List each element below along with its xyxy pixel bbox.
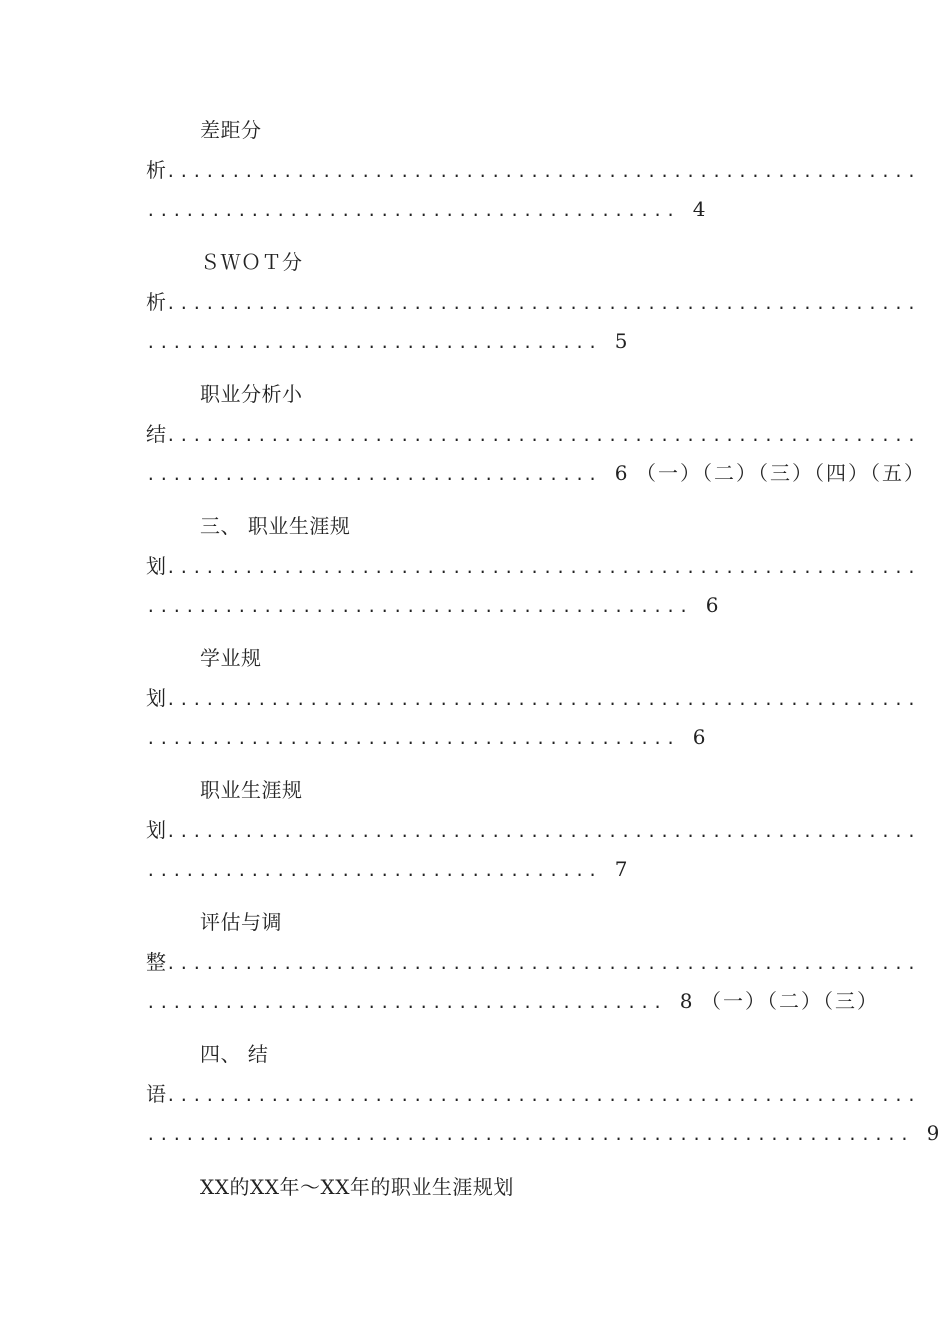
toc-entry-page-line	[146, 328, 628, 356]
toc-entry-heading	[200, 645, 262, 671]
toc-entry-title: ＳＷＯＴ分	[200, 250, 303, 274]
toc-entry-leader-line	[146, 685, 920, 713]
toc-entry-heading	[200, 909, 282, 935]
dot-leader: ..........................................................	[166, 1086, 920, 1105]
toc-entry-heading	[200, 1041, 268, 1067]
toc-entry-page-line	[146, 1120, 940, 1148]
toc-entry-title: 学业规	[200, 646, 262, 670]
toc-entry-title-end: 划	[146, 818, 166, 842]
dot-leader: ..........................................................	[166, 690, 920, 709]
toc-entry-page-line	[146, 856, 628, 884]
dot-leader: ...................................	[146, 465, 601, 484]
toc-page-number: 6	[614, 461, 628, 485]
toc-entry-page-line	[146, 196, 706, 224]
toc-entry-title-end: 结	[146, 422, 166, 446]
dot-leader: ...................................	[146, 333, 601, 352]
toc-entry-title: 职业分析小	[200, 382, 303, 406]
toc-entry-page-line	[146, 724, 706, 752]
toc-entry-page-line	[146, 592, 719, 620]
dot-leader: ..........................................................	[166, 558, 920, 577]
subheading-markers: （一）（二）（三）（四）（五）	[635, 461, 926, 485]
toc-entry-title: 三、 职业生涯规	[200, 514, 351, 538]
dot-leader: ..........................................................	[166, 294, 920, 313]
toc-page-number: 7	[614, 857, 628, 881]
dot-leader: ..........................................	[146, 597, 692, 616]
toc-entry-leader-line	[146, 817, 920, 845]
toc-entry-title-end: 析	[146, 290, 166, 314]
dot-leader: ..........................................................	[166, 426, 920, 445]
toc-entry-title-end: 语	[146, 1082, 166, 1106]
toc-page-number: 5	[614, 329, 628, 353]
toc-entry-title-end: 析	[146, 158, 166, 182]
document-title-text: XX的XX年～XX年的职业生涯规划	[200, 1175, 514, 1199]
dot-leader: ...................................	[146, 861, 601, 880]
subheading-markers: （一）（二）（三）	[700, 989, 879, 1013]
toc-entry-title: 职业生涯规	[200, 778, 303, 802]
toc-entry-page-line	[146, 460, 926, 488]
toc-entry-leader-line	[146, 949, 920, 977]
dot-leader: .........................................	[146, 201, 679, 220]
toc-entry-heading	[200, 249, 303, 275]
toc-entry-page-line	[146, 988, 879, 1016]
toc-entry-title-end: 整	[146, 950, 166, 974]
dot-leader: ..........................................................	[166, 822, 920, 841]
toc-page-number: 4	[692, 197, 706, 221]
toc-page-number: 9	[926, 1121, 940, 1145]
toc-entry-heading	[200, 381, 303, 407]
dot-leader: .........................................	[146, 729, 679, 748]
toc-entry-leader-line	[146, 1081, 920, 1109]
toc-entry-leader-line	[146, 421, 920, 449]
toc-entry-heading	[200, 513, 350, 539]
toc-entry-title: 差距分	[200, 118, 262, 142]
toc-entry-heading	[200, 117, 262, 143]
toc-entry-title: 四、 结	[200, 1042, 269, 1066]
toc-page-number: 6	[692, 725, 706, 749]
dot-leader: ........................................	[146, 993, 666, 1012]
dot-leader: ..........................................................	[166, 162, 920, 181]
toc-entry-title: 评估与调	[200, 910, 282, 934]
dot-leader: ...........................................................	[146, 1125, 913, 1144]
toc-page-number: 6	[705, 593, 719, 617]
document-title	[200, 1174, 514, 1200]
toc-entry-heading	[200, 777, 303, 803]
toc-entry-leader-line	[146, 289, 920, 317]
dot-leader: ..........................................................	[166, 954, 920, 973]
toc-entry-leader-line	[146, 157, 920, 185]
toc-entry-leader-line	[146, 553, 920, 581]
toc-entry-title-end: 划	[146, 554, 166, 578]
toc-entry-title-end: 划	[146, 686, 166, 710]
toc-page-number: 8	[679, 989, 693, 1013]
